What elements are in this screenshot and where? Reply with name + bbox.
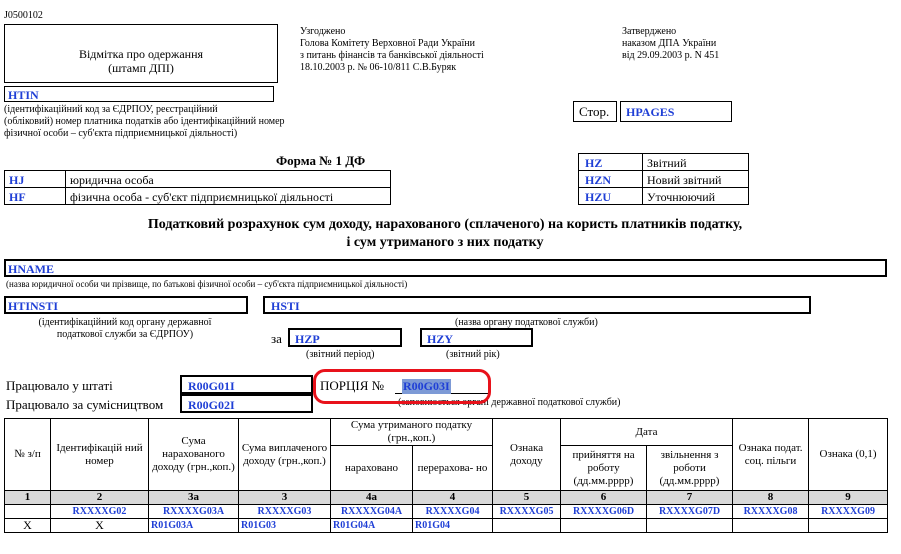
htinsti-caption-line1: (ідентифікаційний код органу державної xyxy=(38,317,212,328)
header-date-fired: звільнення з роботи (дд.мм.рррр) xyxy=(647,446,733,491)
col-num-2: 2 xyxy=(51,491,149,505)
htinsti-caption-line2: податкової служби за ЄДРПОУ) xyxy=(56,329,194,340)
hzp-code: HZP xyxy=(295,332,320,346)
receipt-stamp-box xyxy=(4,24,278,83)
staff-label-1: Працювало у штаті xyxy=(6,378,113,393)
approved-line3: від 29.09.2003 р. N 451 xyxy=(622,50,720,61)
main-title xyxy=(0,216,890,252)
row2-cell-sign01 xyxy=(809,519,888,533)
report-hzn-label-box xyxy=(642,170,749,188)
page-code: HPAGES xyxy=(626,105,675,119)
htin-caption xyxy=(4,104,285,140)
header-num: № з/п xyxy=(5,419,51,491)
page-label: Стор. xyxy=(579,104,610,119)
report-hz-field[interactable] xyxy=(578,153,643,171)
htin-code: HTIN xyxy=(8,88,39,102)
col-num-1: 1 xyxy=(5,491,51,505)
htinsti-field[interactable] xyxy=(4,296,248,314)
col-num-4: 4 xyxy=(413,491,493,505)
htin-caption-line1: (ідентифікаційний код за ЄДРПОУ, реєстраційний xyxy=(4,104,218,115)
stamp-line1: Відмітка про одержання xyxy=(78,47,204,61)
entity-hf-code: HF xyxy=(9,190,26,204)
row1-cell-income-sign[interactable]: RXXXXG05 xyxy=(493,505,561,519)
report-hzu-label-box xyxy=(642,187,749,205)
column-numbers-row xyxy=(5,491,888,505)
hzy-field[interactable] xyxy=(420,328,533,347)
report-hz-label-box xyxy=(642,153,749,171)
agreed-line2: Голова Комітету Верховної Ради України xyxy=(300,38,475,49)
report-hzu-code: HZU xyxy=(585,190,612,204)
col-num-4a: 4а xyxy=(331,491,413,505)
header-tax-group: Сума утриманого податку (грн.,коп.) xyxy=(331,419,493,446)
row2-cell-tax-accrued[interactable]: R01G04A xyxy=(331,519,413,533)
row1-cell-sum-paid[interactable]: RXXXXG03 xyxy=(239,505,331,519)
form-code: J0500102 xyxy=(4,10,43,21)
row2-cell-date-hired xyxy=(561,519,647,533)
staff-code-2: R00G02I xyxy=(188,398,235,412)
row2-cell-benefit-sign xyxy=(733,519,809,533)
agreed-line4: 18.10.2003 р. № 06-10/811 С.В.Буряк xyxy=(300,62,457,73)
row1-cell-tax-accrued[interactable]: RXXXXG04A xyxy=(331,505,413,519)
col-num-9: 9 xyxy=(809,491,888,505)
staff-code-1: R00G01I xyxy=(188,379,235,393)
income-table xyxy=(4,418,888,533)
row2-cell-income-sign xyxy=(493,519,561,533)
htin-field[interactable] xyxy=(4,86,274,102)
row1-cell-date-fired[interactable]: RXXXXG07D xyxy=(647,505,733,519)
header-id: Ідентифікацій ний номер xyxy=(51,419,149,491)
report-hzn-field[interactable] xyxy=(578,170,643,188)
portion-code[interactable]: R00G03I xyxy=(403,379,450,393)
approved-line2: наказом ДПА України xyxy=(622,38,717,49)
col-num-6: 6 xyxy=(561,491,647,505)
page-field[interactable] xyxy=(620,101,732,122)
col-num-7: 7 xyxy=(647,491,733,505)
header-tax-transferred: перерахова- но xyxy=(413,446,493,491)
agreed-line3: з питань фінансів та банківської діяльності xyxy=(300,50,484,61)
row2-cell-id: X xyxy=(51,519,149,533)
row2-cell-date-fired xyxy=(647,519,733,533)
row2-cell-tax-transferred[interactable]: R01G04 xyxy=(413,519,493,533)
hname-caption: (назва юридичної особи чи прізвище, по батькові фізичної особи – суб'єкта підприємницької діяльності) xyxy=(6,279,408,289)
stamp-line2: (штамп ДПІ) xyxy=(108,61,174,75)
report-hzn-code: HZN xyxy=(585,173,612,187)
report-hz-code: HZ xyxy=(585,156,603,170)
report-hzu-label: Уточнюючий xyxy=(647,190,716,204)
hsti-field[interactable] xyxy=(263,296,811,314)
entity-hj-label-box xyxy=(65,170,391,188)
entity-hf-label-box xyxy=(65,187,391,205)
red-annotation-oval xyxy=(313,369,491,404)
page-label-box xyxy=(573,101,617,122)
report-hzu-field[interactable] xyxy=(578,187,643,205)
main-title-line1: Податковий розрахунок сум доходу, нарахованого (сплаченого) на користь платників податку, xyxy=(147,217,743,232)
staff-label-2: Працювало за сумісництвом xyxy=(6,397,164,412)
col-num-3a: 3а xyxy=(149,491,239,505)
row1-cell-date-hired[interactable]: RXXXXG06D xyxy=(561,505,647,519)
row1-cell-sum-accrued[interactable]: RXXXXG03A xyxy=(149,505,239,519)
row2-cell-sum-paid[interactable]: R01G03 xyxy=(239,519,331,533)
header-sum-paid: Сума виплаченого доходу (грн.,коп.) xyxy=(239,419,331,491)
entity-hj-field[interactable] xyxy=(4,170,66,188)
hzp-caption: (звітний період) xyxy=(306,349,375,360)
header-date-hired: прийняття на роботу (дд.мм.рррр) xyxy=(561,446,647,491)
hsti-caption: (назва органу податкової служби) xyxy=(455,317,598,328)
table-row xyxy=(5,505,888,519)
htin-caption-line2: (обліковий) номер платника податків або ідентифікаційний номер xyxy=(4,116,285,127)
entity-hj-label: юридична особа xyxy=(70,173,154,187)
row1-cell-id[interactable]: RXXXXG02 xyxy=(51,505,149,519)
approved-line1: Затверджено xyxy=(622,26,677,37)
report-hz-label: Звітний xyxy=(647,156,687,170)
row2-cell-num: X xyxy=(5,519,51,533)
header-sum-accrued: Сума нарахованого доходу (грн.,коп.) xyxy=(149,419,239,491)
hzy-code: HZY xyxy=(427,332,454,346)
htin-caption-line3: фізичної особи – суб'єкта підприємницької діяльності) xyxy=(4,128,238,139)
hzp-field[interactable] xyxy=(288,328,402,347)
header-date-group: Дата xyxy=(561,419,733,446)
agreed-line1: Узгоджено xyxy=(300,26,346,37)
period-za: за xyxy=(271,331,282,346)
hzy-caption: (звітний рік) xyxy=(446,349,500,360)
main-title-line2: і сум утриманого з них податку xyxy=(346,235,544,250)
col-num-5: 5 xyxy=(493,491,561,505)
entity-hj-code: HJ xyxy=(9,173,25,187)
staff-field-1[interactable] xyxy=(180,375,313,394)
portion-caption: (заповнюється органі державної податкової служби) xyxy=(398,397,621,408)
portion-label: ПОРЦІЯ № xyxy=(320,378,385,393)
entity-hf-field[interactable] xyxy=(4,187,66,205)
report-hzn-label: Новий звітний xyxy=(647,173,722,187)
hsti-code: HSTI xyxy=(271,299,300,313)
row1-cell-tax-transferred[interactable]: RXXXXG04 xyxy=(413,505,493,519)
header-benefit-sign: Ознака подат. соц. пільги xyxy=(733,419,809,491)
form-title: Форма № 1 ДФ xyxy=(276,153,366,168)
htinsti-caption xyxy=(10,317,240,341)
entity-hf-label: фізична особа - суб'єкт підприємницької діяльності xyxy=(70,190,334,204)
staff-field-2[interactable] xyxy=(180,394,313,413)
header-tax-accrued: нараховано xyxy=(331,446,413,491)
header-income-sign: Ознака доходу xyxy=(493,419,561,491)
approved-block xyxy=(622,26,719,62)
table-row xyxy=(5,519,888,533)
hname-code: HNAME xyxy=(8,262,54,276)
row1-cell-benefit-sign[interactable]: RXXXXG08 xyxy=(733,505,809,519)
col-num-8: 8 xyxy=(733,491,809,505)
row1-cell-sign01[interactable]: RXXXXG09 xyxy=(809,505,888,519)
htinsti-code: HTINSTI xyxy=(8,299,59,313)
row1-cell-num xyxy=(5,505,51,519)
header-sign01: Ознака (0,1) xyxy=(809,419,888,491)
col-num-3: 3 xyxy=(239,491,331,505)
agreed-block xyxy=(300,26,484,74)
hname-field[interactable] xyxy=(4,259,887,277)
row2-cell-sum-accrued[interactable]: R01G03A xyxy=(149,519,239,533)
